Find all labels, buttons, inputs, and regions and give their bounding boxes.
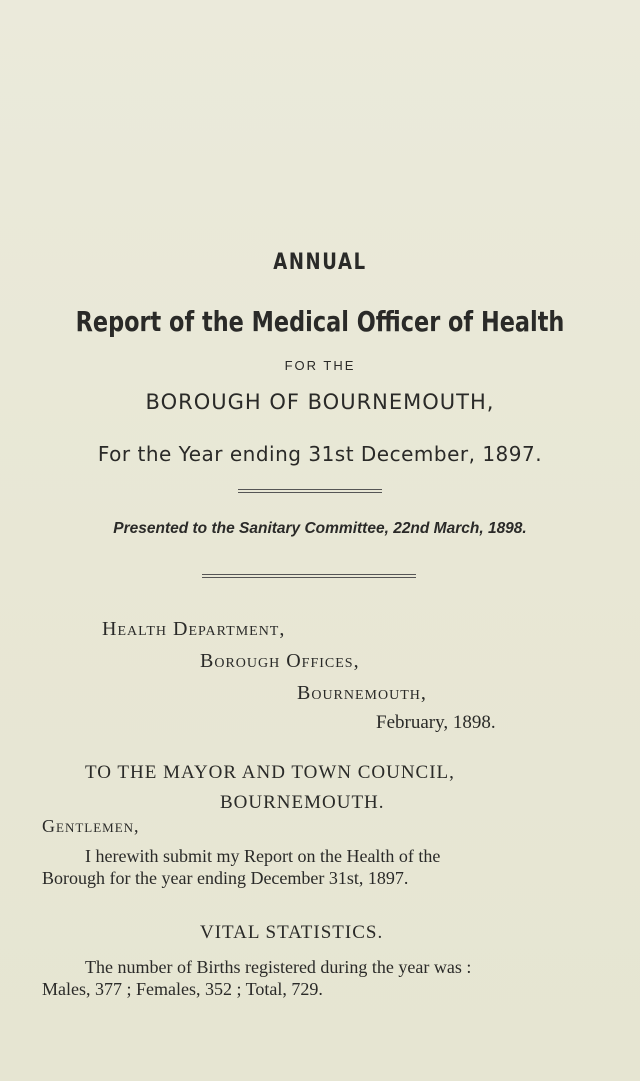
addressee-line-1: TO THE MAYOR AND TOWN COUNCIL, <box>85 762 455 783</box>
addressee-line-2: BOURNEMOUTH. <box>220 792 385 813</box>
annual-heading: ANNUAL <box>273 250 367 275</box>
salutation: Gentlemen, <box>42 816 140 836</box>
body-line-1: I herewith submit my Report on the Health of the <box>85 846 441 866</box>
address-line-3: Bournemouth, <box>297 682 427 704</box>
address-line-2: Borough Offices, <box>200 650 360 672</box>
for-the-label: FOR THE <box>284 358 356 373</box>
vital-statistics-heading: VITAL STATISTICS. <box>200 922 384 943</box>
year-line: For the Year ending 31st December, 1897. <box>97 442 543 466</box>
report-title: Report of the Medical Officer of Health <box>75 305 565 338</box>
vital-statistics-line-1: The number of Births registered during the year was : <box>85 957 472 977</box>
address-line-1: Health Department, <box>102 618 286 640</box>
body-line-2: Borough for the year ending December 31st, 1897. <box>42 868 409 888</box>
borough-heading: BOROUGH OF BOURNEMOUTH, <box>145 390 495 414</box>
divider-long <box>202 574 416 578</box>
divider-short <box>238 489 382 493</box>
vital-statistics-line-2: Males, 377 ; Females, 352 ; Total, 729. <box>42 979 323 999</box>
letter-date: February, 1898. <box>376 712 496 733</box>
presented-line: Presented to the Sanitary Committee, 22nd March, 1898. <box>113 520 527 537</box>
